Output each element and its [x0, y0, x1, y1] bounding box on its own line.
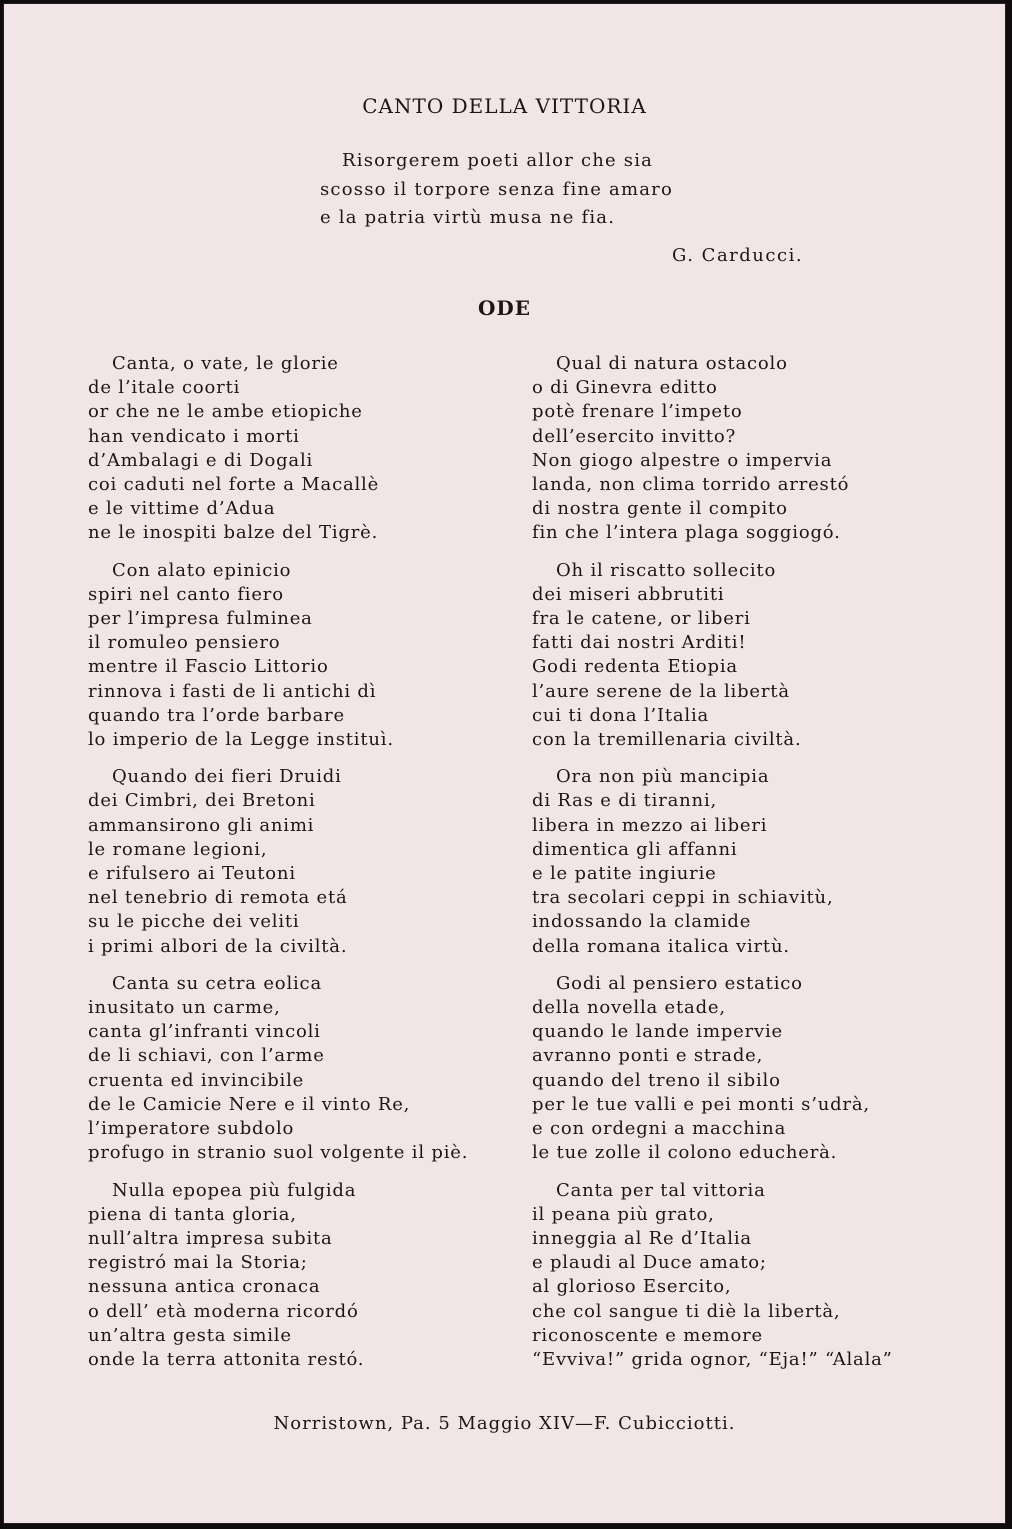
verse-line: coi caduti nel forte a Macallè: [88, 474, 380, 496]
verse-line: il peana più grato,: [532, 1203, 715, 1225]
verse-line: di nostra gente il compito: [532, 498, 788, 520]
verse-line: ammansirono gli animi: [88, 814, 315, 836]
verse-line: cui ti dona l’Italia: [532, 704, 710, 726]
verse-line: per le tue valli e pei monti s’udrà,: [532, 1093, 870, 1115]
verse-line: quando tra l’orde barbare: [88, 704, 345, 726]
verse-line: quando le lande impervie: [532, 1021, 784, 1043]
verse-line: de l’itale coorti: [88, 377, 241, 399]
verse-line: registró mai la Storia;: [88, 1252, 308, 1274]
verse-line: indossando la clamide: [532, 911, 752, 933]
stanza: [88, 972, 508, 1166]
verse-line: Oh il riscatto sollecito: [556, 559, 777, 581]
verse-line: e rifulsero ai Teutoni: [88, 863, 296, 885]
poem-title: CANTO DELLA VITTORIA: [362, 94, 647, 118]
verse-line: fatti dai nostri Arditi!: [532, 632, 747, 654]
epigraph: [320, 147, 700, 233]
verse-line: su le picche dei veliti: [88, 911, 300, 933]
verse-line: quando del treno il sibilo: [532, 1069, 781, 1091]
verse-line: piena di tanta gloria,: [88, 1203, 297, 1225]
verse-line: dei miseri abbrutiti: [532, 583, 725, 605]
verse-line: Con alato epinicio: [112, 559, 292, 581]
verse-line: o di Ginevra editto: [532, 377, 718, 399]
verse-line: fin che l’intera plaga soggiogó.: [532, 522, 841, 544]
epigraph-line: Risorgerem poeti allor che sia: [342, 150, 654, 171]
verse-line: della novella etade,: [532, 997, 726, 1019]
verse-line: “Evviva!” grida ognor, “Eja!” “Alala”: [532, 1348, 893, 1370]
verse-line: l’aure serene de la libertà: [532, 680, 790, 702]
verse-line: han vendicato i morti: [88, 425, 300, 447]
verse-line: nessuna antica cronaca: [88, 1276, 321, 1298]
verse-line: e con ordegni a macchina: [532, 1118, 787, 1140]
verse-line: Ora non più mancipia: [556, 766, 770, 788]
verse-line: e plaudi al Duce amato;: [532, 1252, 767, 1274]
epigraph-line: scosso il torpore senza fine amaro: [320, 178, 674, 200]
verse-line: d’Ambalagi e di Dogali: [88, 449, 314, 471]
verse-line: spiri nel canto fiero: [88, 583, 284, 605]
verse-line: avranno ponti e strade,: [532, 1045, 764, 1067]
verse-line: libera in mezzo ai liberi: [532, 814, 768, 836]
verse-line: de le Camicie Nere e il vinto Re,: [88, 1093, 411, 1115]
verse-line: canta gl’infranti vincoli: [88, 1021, 321, 1043]
verse-line: il romuleo pensiero: [88, 632, 281, 654]
verse-line: l’imperatore subdolo: [88, 1118, 295, 1140]
stanza: [532, 765, 952, 959]
verse-line: mentre il Fascio Littorio: [88, 656, 329, 678]
stanza: [532, 352, 952, 546]
verse-line: null’altra impresa subita: [88, 1227, 333, 1249]
verse-line: Non giogo alpestre o impervia: [532, 449, 833, 471]
verse-line: che col sangue ti diè la libertà,: [532, 1300, 841, 1322]
verse-line: o dell’ età moderna ricordó: [88, 1300, 359, 1322]
stanza: [532, 972, 952, 1166]
verse-line: cruenta ed invincibile: [88, 1069, 305, 1091]
verse-line: Godi redenta Etiopia: [532, 656, 738, 678]
stanza: [532, 559, 952, 753]
epigraph-line: e la patria virtù musa ne fia.: [320, 207, 616, 228]
signature-line: Norristown, Pa. 5 Maggio XIV—F. Cubicciotti.: [273, 1413, 736, 1434]
verse-line: e le patite ingiurie: [532, 863, 717, 885]
verse-line: Canta su cetra eolica: [112, 972, 322, 994]
verse-line: or che ne le ambe etiopiche: [88, 401, 363, 423]
stanza: [88, 352, 508, 546]
verse-line: dell’esercito invitto?: [532, 425, 737, 447]
verse-line: dei Cimbri, dei Bretoni: [88, 790, 316, 812]
verse-line: tra secolari ceppi in schiavitù,: [532, 887, 834, 909]
verse-line: Qual di natura ostacolo: [556, 353, 788, 374]
verse-line: lo imperio de la Legge instituì.: [88, 729, 394, 751]
verse-line: di Ras e di tiranni,: [532, 790, 718, 812]
verse-line: e le vittime d’Adua: [88, 498, 276, 520]
verse-line: potè frenare l’impeto: [532, 401, 743, 423]
verse-line: nel tenebrio di remota etá: [88, 887, 348, 909]
stanza: [88, 1179, 508, 1373]
verse-line: della romana italica virtù.: [532, 935, 790, 957]
verse-line: le tue zolle il colono educherà.: [532, 1142, 838, 1164]
verse-line: Quando dei fieri Druidi: [112, 766, 342, 788]
verse-line: un’altra gesta simile: [88, 1324, 292, 1346]
verse-line: rinnova i fasti de li antichi dì: [88, 680, 377, 702]
verse-line: landa, non clima torrido arrestó: [532, 474, 850, 496]
verse-line: Canta, o vate, le glorie: [112, 353, 339, 374]
verse-line: de li schiavi, con l’arme: [88, 1045, 325, 1067]
left-column: [88, 352, 508, 1385]
verse-line: fra le catene, or liberi: [532, 608, 751, 630]
verse-line: ne le inospiti balze del Tigrè.: [88, 522, 379, 544]
poem-sheet: [3, 3, 1006, 1524]
verse-line: inneggia al Re d’Italia: [532, 1227, 752, 1249]
verse-line: le romane legioni,: [88, 838, 268, 860]
verse-line: profugo in stranio suol volgente il piè.: [88, 1142, 469, 1164]
verse-line: per l’impresa fulminea: [88, 608, 313, 630]
stanza: [532, 1179, 952, 1373]
ode-heading: ODE: [477, 296, 531, 320]
verse-line: Godi al pensiero estatico: [556, 972, 803, 994]
verse-line: Canta per tal vittoria: [556, 1179, 766, 1201]
epigraph-author: G. Carducci.: [672, 245, 804, 266]
verse-line: inusitato un carme,: [88, 997, 281, 1019]
verse-line: con la tremillenaria civiltà.: [532, 729, 802, 751]
stanza: [88, 765, 508, 959]
verse-line: riconoscente e memore: [532, 1324, 763, 1346]
verse-line: Nulla epopea più fulgida: [112, 1179, 357, 1201]
verse-line: i primi albori de la civiltà.: [88, 935, 348, 957]
stanza: [88, 559, 508, 753]
verse-line: al glorioso Esercito,: [532, 1276, 732, 1298]
right-column: [532, 352, 952, 1385]
verse-line: dimentica gli affanni: [532, 838, 738, 860]
verse-line: onde la terra attonita restó.: [88, 1348, 365, 1370]
